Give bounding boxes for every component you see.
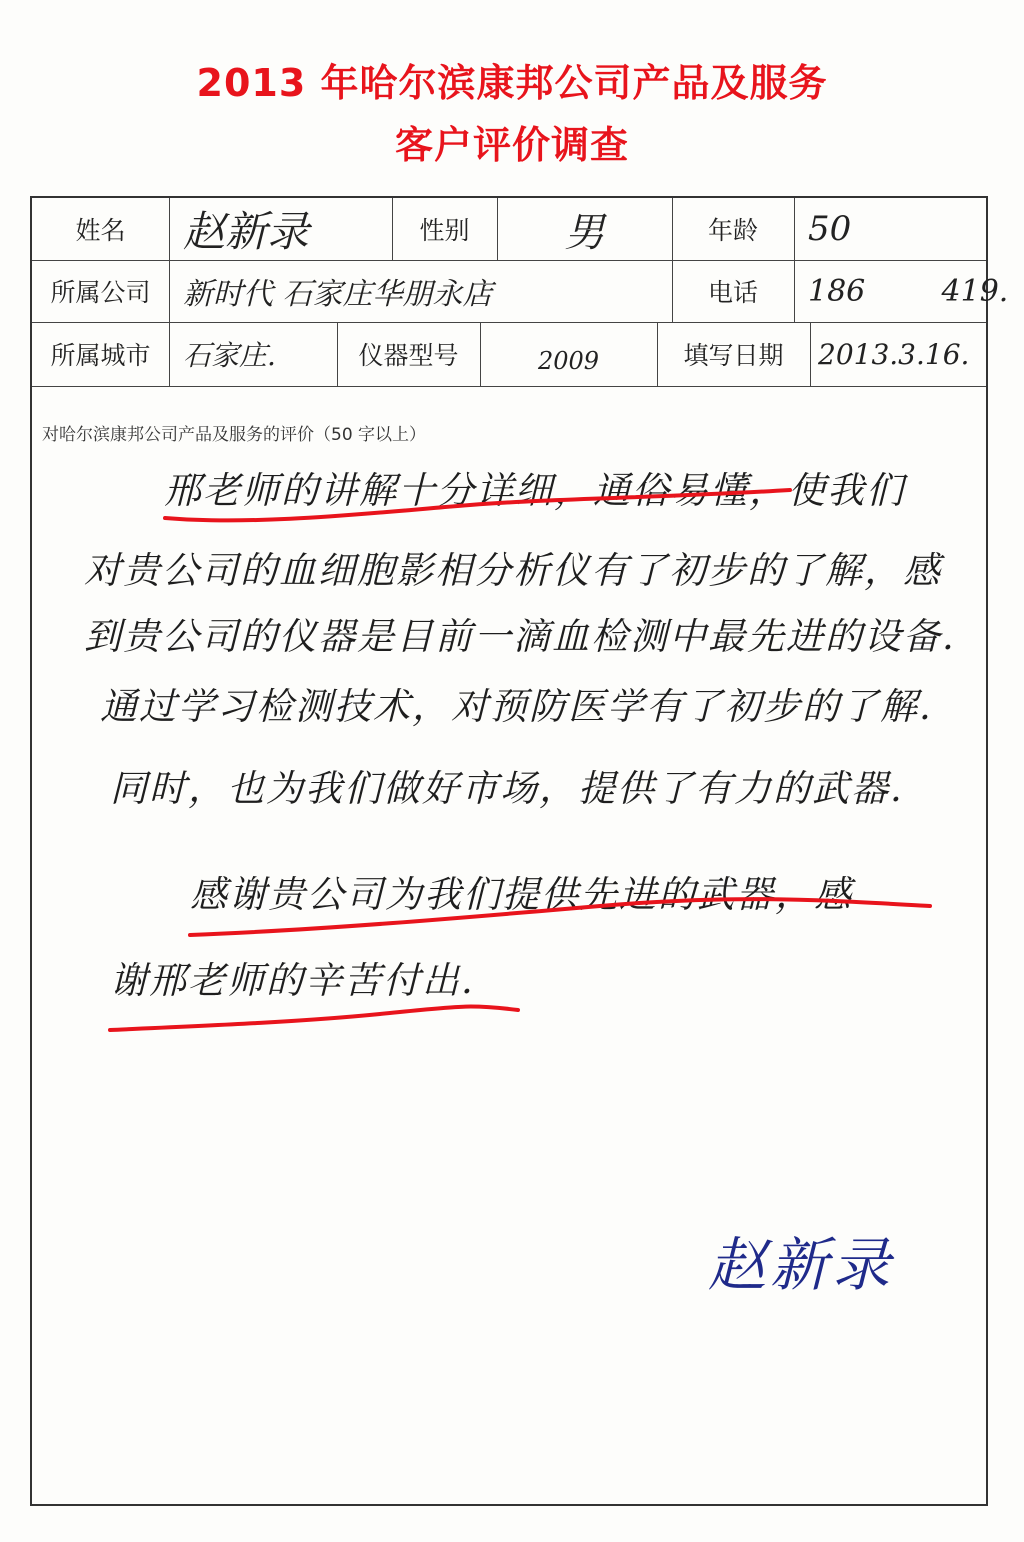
evaluation-line: 同时，也为我们做好市场，提供了有力的武器. <box>110 767 904 810</box>
city-label: 所属城市 <box>50 341 151 370</box>
age-value: 50 <box>808 209 852 249</box>
signature: 赵新录 <box>708 1231 895 1299</box>
evaluation-line: 邢老师的讲解十分详细，通俗易懂，使我们 <box>164 469 905 512</box>
date-value: 2013.3.16. <box>818 337 970 371</box>
evaluation-line: 到贵公司的仪器是目前一滴血检测中最先进的设备. <box>84 615 956 658</box>
model-value: 2009 <box>537 347 600 375</box>
name-label: 姓名 <box>75 216 126 245</box>
age-label: 年龄 <box>707 216 758 245</box>
row-divider <box>32 386 986 387</box>
company-label: 所属公司 <box>50 278 151 307</box>
evaluation-line: 谢邢老师的辛苦付出. <box>110 959 475 1002</box>
model-label: 仪器型号 <box>358 341 459 370</box>
form-title-line-2: 客户评价调查 <box>394 123 629 167</box>
phone-value: 186 419. <box>808 273 1009 309</box>
evaluation-line: 感谢贵公司为我们提供先进的武器，感 <box>190 873 853 916</box>
evaluation-line: 对贵公司的血细胞影相分析仪有了初步的了解，感 <box>84 549 942 592</box>
gender-value: 男 <box>564 209 605 256</box>
gender-label: 性别 <box>419 216 470 245</box>
name-value: 赵新录 <box>183 207 310 256</box>
city-value: 石家庄. <box>183 339 276 372</box>
phone-label: 电话 <box>707 278 758 307</box>
evaluation-prompt: 对哈尔滨康邦公司产品及服务的评价（50 字以上） <box>42 425 427 445</box>
survey-form <box>30 196 1009 1506</box>
company-value: 新时代 石家庄华朋永店 <box>183 277 493 312</box>
form-title-line-1: 2013 年哈尔滨康邦公司产品及服务 <box>196 61 828 105</box>
date-label: 填写日期 <box>683 341 784 370</box>
evaluation-line: 通过学习检测技术，对预防医学有了初步的了解. <box>100 685 933 728</box>
